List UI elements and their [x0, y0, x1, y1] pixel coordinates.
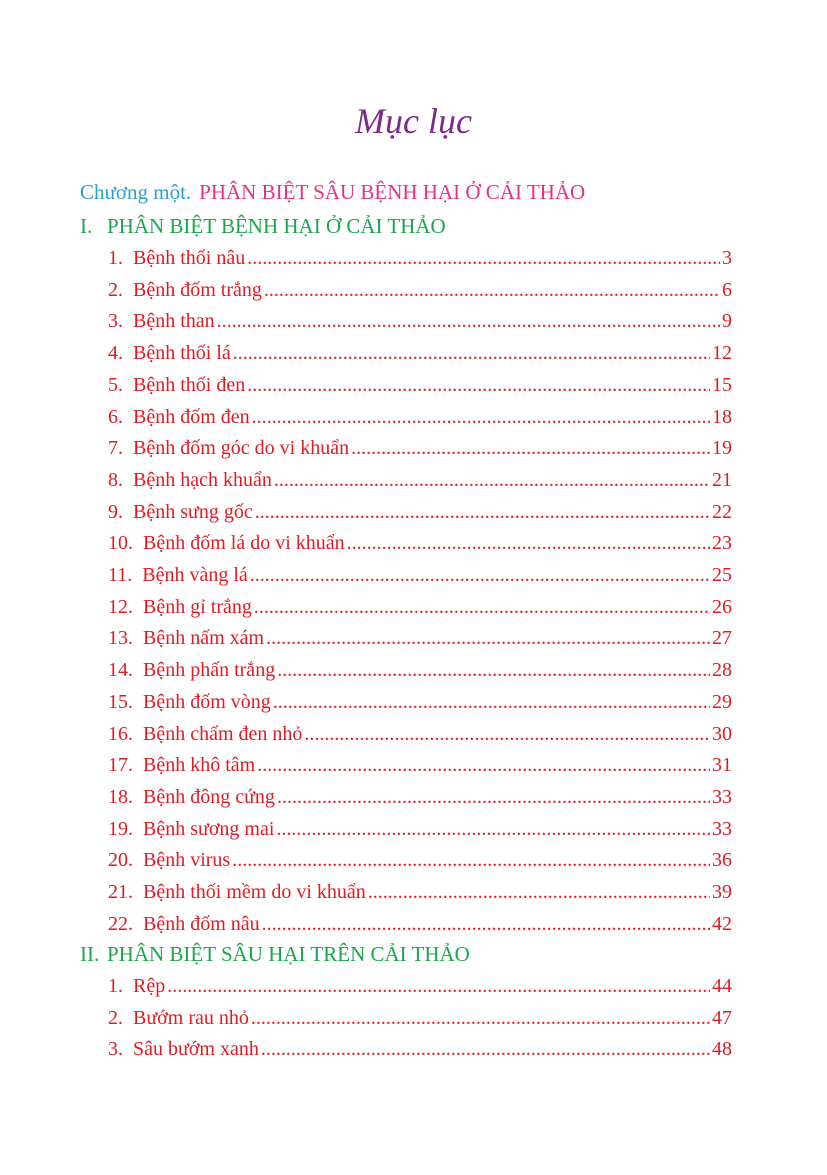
dot-leader [277, 656, 710, 684]
toc-entry-number: 2. [108, 279, 123, 301]
toc-entry-page: 9 [722, 310, 732, 332]
toc-entry-title: Bệnh đông cứng [143, 786, 275, 808]
dot-leader [255, 498, 710, 526]
toc-entry-title: Bệnh thối lá [133, 342, 231, 364]
toc-entry-label [108, 498, 253, 526]
toc-entry-page: 31 [712, 754, 732, 776]
toc-entry-label [108, 751, 255, 779]
toc-entry-page: 25 [712, 564, 732, 586]
toc-entry-label [108, 720, 302, 748]
toc-entry-label [108, 276, 262, 304]
toc-entry-title: Bệnh thối mềm do vi khuẩn [143, 881, 366, 903]
toc-entry[interactable] [108, 593, 732, 621]
toc-entry-page: 27 [712, 627, 732, 649]
toc-entry[interactable] [108, 846, 732, 874]
toc-entry-page: 47 [712, 1007, 732, 1029]
toc-entry[interactable] [108, 498, 732, 526]
dot-leader [250, 561, 710, 589]
toc-entry-page: 36 [712, 849, 732, 871]
dot-leader [264, 276, 720, 304]
section-title: PHÂN BIỆT SÂU HẠI TRÊN CẢI THẢO [107, 942, 470, 966]
toc-entry-page: 15 [712, 374, 732, 396]
dot-leader [254, 593, 710, 621]
toc-entry-title: Bệnh đốm trắng [133, 279, 262, 301]
toc-entry-title: Bệnh thối nâu [133, 247, 246, 269]
toc-entry-title: Bệnh đốm góc do vi khuẩn [133, 437, 350, 459]
toc-entry-title: Bệnh đốm vòng [143, 691, 271, 713]
dot-leader [274, 466, 710, 494]
toc-entry-label [108, 466, 272, 494]
section-heading [80, 212, 446, 240]
toc-entry-title: Bệnh sưng gốc [133, 501, 253, 523]
toc-entry-label [108, 783, 275, 811]
toc-entry-number: 4. [108, 342, 123, 364]
toc-entry-number: 8. [108, 469, 123, 491]
toc-entry[interactable] [108, 910, 732, 938]
toc-entry-label [108, 656, 275, 684]
toc-entry-page: 33 [712, 818, 732, 840]
dot-leader [257, 751, 710, 779]
toc-entry-number: 5. [108, 374, 123, 396]
dot-leader [347, 529, 710, 557]
toc-entry-label [108, 1004, 249, 1032]
toc-entry-title: Bệnh chấm đen nhỏ [143, 723, 303, 745]
toc-entry-label [108, 403, 250, 431]
toc-entry[interactable] [108, 561, 732, 589]
toc-entry-title: Bệnh vàng lá [142, 564, 248, 586]
dot-leader [247, 244, 720, 272]
toc-entry-number: 22. [108, 913, 133, 935]
toc-entry[interactable] [108, 371, 732, 399]
dot-leader [266, 624, 710, 652]
toc-entry-number: 14. [108, 659, 133, 681]
toc-entry-label [108, 972, 165, 1000]
toc-entry-page: 22 [712, 501, 732, 523]
toc-entry-title: Bướm rau nhỏ [133, 1007, 249, 1029]
toc-entry-number: 17. [108, 754, 133, 776]
toc-entry-label [108, 593, 252, 621]
toc-entry-page: 28 [712, 659, 732, 681]
toc-entry[interactable] [108, 307, 732, 335]
toc-entry[interactable] [108, 276, 732, 304]
toc-entry-page: 29 [712, 691, 732, 713]
toc-entry-page: 3 [722, 247, 732, 269]
chapter-label: Chương một. [80, 180, 192, 204]
toc-entry[interactable] [108, 244, 732, 272]
toc-entry-number: 7. [108, 437, 123, 459]
toc-entry-page: 26 [712, 596, 732, 618]
toc-entry-number: 3. [108, 310, 123, 332]
toc-entry-page: 48 [712, 1038, 732, 1060]
toc-entry[interactable] [108, 972, 732, 1000]
toc-entry-number: 19. [108, 818, 133, 840]
toc-entry-page: 6 [722, 279, 732, 301]
toc-entry-label [108, 307, 215, 335]
toc-entry-title: Bệnh than [133, 310, 215, 332]
toc-entry-page: 19 [712, 437, 732, 459]
toc-entry-label [108, 1035, 259, 1063]
toc-entry[interactable] [108, 688, 732, 716]
toc-entry-number: 18. [108, 786, 133, 808]
toc-entry[interactable] [108, 656, 732, 684]
toc-entry-number: 1. [108, 247, 123, 269]
toc-entry-number: 15. [108, 691, 133, 713]
toc-entry-title: Bệnh hạch khuẩn [133, 469, 272, 491]
toc-entry-title: Bệnh sương mai [143, 818, 275, 840]
toc-entry-label [108, 910, 260, 938]
toc-entry-label [108, 688, 271, 716]
toc-entry[interactable] [108, 751, 732, 779]
dot-leader [276, 815, 710, 843]
dot-leader [233, 339, 710, 367]
toc-entry[interactable] [108, 466, 732, 494]
toc-entry[interactable] [108, 434, 732, 462]
toc-entry-label [108, 561, 248, 589]
toc-entry-page: 39 [712, 881, 732, 903]
toc-entry-label [108, 371, 245, 399]
dot-leader [247, 371, 710, 399]
toc-entry-title: Bệnh đốm đen [133, 406, 250, 428]
toc-entry-label [108, 878, 366, 906]
toc-entry-label [108, 846, 230, 874]
toc-entry[interactable] [108, 815, 732, 843]
chapter-heading [80, 180, 585, 208]
toc-entry-page: 21 [712, 469, 732, 491]
toc-entry-page: 44 [712, 975, 732, 997]
toc-entry-page: 30 [712, 723, 732, 745]
dot-leader [368, 878, 710, 906]
chapter-title: PHÂN BIỆT SÂU BỆNH HẠI Ở CẢI THẢO [199, 180, 586, 204]
toc-entry-title: Rệp [133, 975, 166, 997]
dot-leader [273, 688, 710, 716]
toc-entry-title: Bệnh khô tâm [143, 754, 256, 776]
toc-entry-label [108, 434, 349, 462]
toc-entry[interactable] [108, 1035, 732, 1063]
dot-leader [277, 783, 710, 811]
toc-entry-label [108, 244, 245, 272]
dot-leader [262, 910, 710, 938]
toc-entry-title: Bệnh thối đen [133, 374, 246, 396]
toc-entry-title: Bệnh virus [143, 849, 231, 871]
dot-leader [351, 434, 710, 462]
toc-entry-number: 20. [108, 849, 133, 871]
toc-entry-number: 16. [108, 723, 133, 745]
toc-entry-title: Bệnh đốm nâu [143, 913, 260, 935]
toc-entry[interactable] [108, 720, 732, 748]
toc-entry-number: 12. [108, 596, 133, 618]
toc-entry-title: Bệnh nấm xám [143, 627, 265, 649]
section-title: PHÂN BIỆT BỆNH HẠI Ở CẢI THẢO [107, 214, 446, 238]
dot-leader [251, 1004, 710, 1032]
toc-entry-title: Bệnh phấn trắng [143, 659, 276, 681]
toc-entry-label [108, 529, 345, 557]
section-heading [80, 940, 470, 968]
toc-entry[interactable] [108, 529, 732, 557]
toc-entry[interactable] [108, 624, 732, 652]
toc-entry-label [108, 339, 231, 367]
toc-entry-number: 3. [108, 1038, 123, 1060]
toc-entry-title: Sâu bướm xanh [133, 1038, 259, 1060]
dot-leader [217, 307, 720, 335]
toc-entry-number: 13. [108, 627, 133, 649]
toc-entry-title: Bệnh đốm lá do vi khuẩn [143, 532, 345, 554]
toc-entry[interactable] [108, 783, 732, 811]
toc-entry[interactable] [108, 1004, 732, 1032]
dot-leader [304, 720, 710, 748]
toc-entry-page: 33 [712, 786, 732, 808]
toc-entry-label [108, 624, 264, 652]
section-number: I. [80, 214, 93, 238]
dot-leader [261, 1035, 710, 1063]
toc-entry-title: Bệnh gỉ trắng [143, 596, 252, 618]
dot-leader [167, 972, 710, 1000]
toc-entry[interactable] [108, 403, 732, 431]
toc-entry-label [108, 815, 274, 843]
toc-entry-number: 2. [108, 1007, 123, 1029]
toc-entry-page: 12 [712, 342, 732, 364]
toc-entry-number: 1. [108, 975, 123, 997]
toc-entry-page: 42 [712, 913, 732, 935]
page-title: Mục lục [355, 101, 472, 141]
toc-entry[interactable] [108, 339, 732, 367]
toc-entry[interactable] [108, 878, 732, 906]
toc-entry-page: 18 [712, 406, 732, 428]
toc-entry-number: 21. [108, 881, 133, 903]
toc-entry-number: 11. [108, 564, 133, 586]
section-number: II. [80, 942, 100, 966]
toc-entry-number: 10. [108, 532, 133, 554]
toc-entry-number: 9. [108, 501, 123, 523]
dot-leader [232, 846, 710, 874]
toc-entry-page: 23 [712, 532, 732, 554]
toc-entry-number: 6. [108, 406, 123, 428]
dot-leader [252, 403, 710, 431]
